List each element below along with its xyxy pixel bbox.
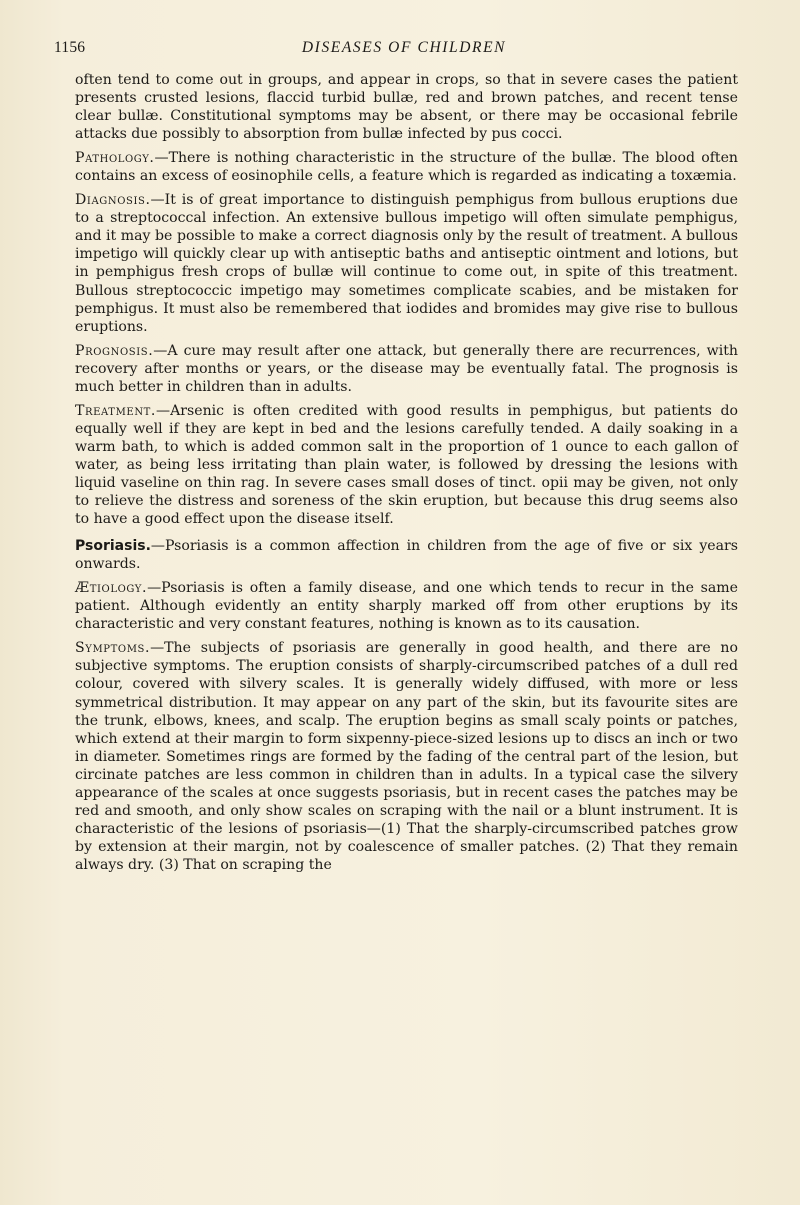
paragraph-prognosis — [75, 342, 738, 396]
section-heading-diagnosis: Diagnosis. — [75, 192, 151, 209]
section-heading-treatment: Treatment. — [75, 402, 157, 419]
paragraph-psoriasis — [75, 537, 738, 573]
section-heading-symptoms: Symptoms. — [75, 640, 151, 657]
paragraph-text: —Arsenic is often credited with good results in pemphigus, but patients do equally well if they are kept in bed and the lesions carefully tended. A daily soaking in a warm bath, to which is added common salt in the proportion of 1 ounce to each gallon of water, as being less irritating than plain water, is followed by dressing the lesions with liquid vaseline on thin rag. In severe cases small doses of tinct. opii may be given, not only to relieve the distress and soreness of the skin eruption, but because this drug seems also to have a good effect upon the disease itself. — [75, 402, 738, 528]
paragraph-intro — [75, 71, 738, 143]
paragraph-text: —It is of great importance to distinguish pemphigus from bullous eruptions due to a streptococcal infection. An extensive bullous impetigo will often simulate pemphigus, and it may be possible to make a correct diagnosis only by the result of treatment. A bullous impetigo will quickly clear up with antiseptic baths and antiseptic ointment and lotions, but in pemphigus fresh crops of bullæ will continue to come out, in spite of this treatment. Bullous streptococcic impetigo may sometimes complicate scabies, and be mistaken for pemphigus. It must also be remembered that iodides and bromides may give rise to bullous eruptions. — [75, 192, 738, 335]
paragraph-treatment — [75, 402, 738, 528]
paragraph-aetiology — [75, 579, 738, 633]
paragraph-text: —Psoriasis is often a family disease, and one which tends to recur in the same patient. Although evidently an entity sharply marked off from other eruptions by its characteristic and very constant features, nothing is known as to its causation. — [75, 580, 738, 633]
section-heading-pathology: Pathology. — [75, 150, 155, 167]
section-heading-prognosis: Prognosis. — [75, 342, 154, 359]
paragraph-text: —There is nothing characteristic in the structure of the bullæ. The blood often contains an excess of eosinophile cells, a feature which is regarded as indicating a toxæmia. — [75, 150, 738, 185]
paragraph-diagnosis — [75, 191, 738, 335]
section-heading-psoriasis: Psoriasis. — [75, 538, 151, 555]
paragraph-text: —A cure may result after one attack, but generally there are recurrences, with recovery after months or years, or the disease may be eventually fatal. The prognosis is much better in children than in adults. — [75, 342, 738, 395]
body-text — [75, 71, 738, 874]
paragraph-pathology — [75, 149, 738, 185]
paragraph-text: —The subjects of psoriasis are generally in good health, and there are no subjective symptoms. The eruption consists of sharply-circumscribed patches of a dull red colour, covered with silvery scales. It is generally widely diffused, with more or less symmetrical distribution. It may appear on any part of the skin, but its favourite sites are the trunk, elbows, knees, and scalp. The eruption begins as small scaly points or patches, which extend at their margin to form sixpenny-piece-sized lesions up to discs an inch or two in diameter. Sometimes rings are formed by the fading of the central part of the lesion, but circinate patches are less common in children than in adults. In a typical case the silvery appearance of the scales at once suggests psoriasis, but in recent cases the patches may be red and smooth, and only show scales on scraping with the nail or a blunt instrument. It is characteristic of the lesions of psoriasis—(1) That the sharply-circumscribed patches grow by extension at their margin, not by coalescence of smaller patches. (2) That they remain always dry. (3) That on scraping the — [75, 640, 738, 873]
paragraph-text: —Psoriasis is a common affection in children from the age of five or six years onwards. — [75, 538, 738, 573]
section-heading-aetiology: Ætiology. — [75, 580, 148, 597]
page-number: 1156 — [54, 39, 86, 56]
paragraph-text: often tend to come out in groups, and appear in crops, so that in severe cases the patient presents crusted lesions, flaccid turbid bullæ, red and brown patches, and recent tense clear bullæ. Constitutional symptoms may be absent, or there may be occasional febrile attacks due possibly to absorption from bullæ infected by pus cocci. — [75, 72, 738, 143]
running-head: DISEASES OF CHILDREN — [301, 39, 507, 56]
paragraph-symptoms — [75, 639, 738, 874]
page-header — [54, 39, 754, 63]
